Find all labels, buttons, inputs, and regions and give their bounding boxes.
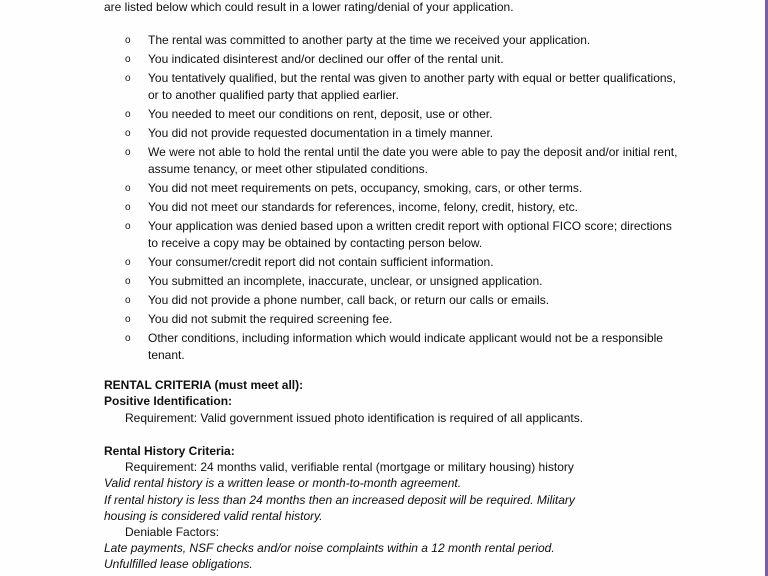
- denial-reason-item: [125, 144, 685, 178]
- denial-reasons-list: [125, 32, 685, 366]
- bullet-icon: o: [125, 257, 131, 268]
- bullet-icon: o: [125, 202, 131, 213]
- denial-reason-text: You did not meet our standards for references, income, felony, credit, history, etc.: [148, 200, 578, 214]
- denial-reason-item: [125, 180, 685, 197]
- denial-reason-text: Your application was denied based upon a written credit report with optional FICO score; directions to receive a copy may be obtained by contacting person below.: [148, 219, 672, 250]
- denial-reason-item: [125, 330, 685, 364]
- deniable-factor-unfulfilled-lease: Unfulfilled lease obligations.: [104, 557, 253, 571]
- bullet-icon: o: [125, 128, 131, 139]
- denial-reason-item: [125, 70, 685, 104]
- denial-reason-item: [125, 273, 685, 290]
- rental-history-note-military: housing is considered valid rental history.: [104, 509, 323, 523]
- bullet-icon: o: [125, 221, 131, 232]
- bullet-icon: o: [125, 109, 131, 120]
- bullet-icon: o: [125, 295, 131, 306]
- denial-reason-text: You submitted an incomplete, inaccurate, unclear, or unsigned application.: [148, 274, 543, 288]
- bullet-icon: o: [125, 276, 131, 287]
- denial-reason-item: [125, 51, 685, 68]
- deniable-factor-late-payments: Late payments, NSF checks and/or noise complaints within a 12 month rental period.: [104, 541, 555, 555]
- denial-reason-text: You tentatively qualified, but the rental was given to another party with equal or better qualifications, or to another qualified party that applied earlier.: [148, 71, 676, 102]
- denial-reason-text: The rental was committed to another party at the time we received your application.: [148, 33, 591, 47]
- denial-reason-item: [125, 218, 685, 252]
- denial-reason-item: [125, 32, 685, 49]
- rental-history-heading: Rental History Criteria:: [104, 444, 235, 458]
- bullet-icon: o: [125, 314, 131, 325]
- bullet-icon: o: [125, 183, 131, 194]
- denial-reason-item: [125, 311, 685, 328]
- denial-reason-item: [125, 125, 685, 142]
- denial-reason-text: Other conditions, including information which would indicate applicant would not be a responsible tenant.: [148, 331, 663, 362]
- bullet-icon: o: [125, 54, 131, 65]
- bullet-icon: o: [125, 333, 131, 344]
- denial-reason-text: You did not meet requirements on pets, occupancy, smoking, cars, or other terms.: [148, 181, 583, 195]
- denial-reason-text: You did not provide requested documentation in a timely manner.: [148, 126, 494, 140]
- denial-reason-text: Your consumer/credit report did not contain sufficient information.: [148, 255, 494, 269]
- denial-reason-text: You did not provide a phone number, call back, or return our calls or emails.: [148, 293, 550, 307]
- rental-history-requirement: Requirement: 24 months valid, verifiable rental (mortgage or military housing) history: [125, 460, 574, 474]
- denial-reason-item: [125, 254, 685, 271]
- intro-line: are listed below which could result in a lower rating/denial of your application.: [104, 0, 514, 14]
- denial-reason-item: [125, 199, 685, 216]
- denial-reason-item: [125, 292, 685, 309]
- positive-id-requirement: Requirement: Valid government issued photo identification is required of all applicants.: [125, 411, 584, 425]
- denial-reason-text: You needed to meet our conditions on rent, deposit, use or other.: [148, 107, 493, 121]
- denial-reason-text: We were not able to hold the rental until the date you were able to pay the deposit and/or initial rent, assume tenancy, or meet other stipulated conditions.: [148, 145, 678, 176]
- rental-history-note-lease: Valid rental history is a written lease or month-to-month agreement.: [104, 476, 462, 490]
- rental-criteria-heading: RENTAL CRITERIA (must meet all):: [104, 378, 304, 392]
- rental-history-note-deposit: If rental history is less than 24 months then an increased deposit will be required. Military: [104, 493, 575, 507]
- denial-reason-text: You did not submit the required screening fee.: [148, 312, 393, 326]
- bullet-icon: o: [125, 73, 131, 84]
- bullet-icon: o: [125, 35, 131, 46]
- denial-reason-item: [125, 106, 685, 123]
- denial-reason-text: You indicated disinterest and/or declined our offer of the rental unit.: [148, 52, 504, 66]
- deniable-factors-heading: Deniable Factors:: [125, 525, 220, 539]
- positive-id-heading: Positive Identification:: [104, 394, 233, 408]
- bullet-icon: o: [125, 147, 131, 158]
